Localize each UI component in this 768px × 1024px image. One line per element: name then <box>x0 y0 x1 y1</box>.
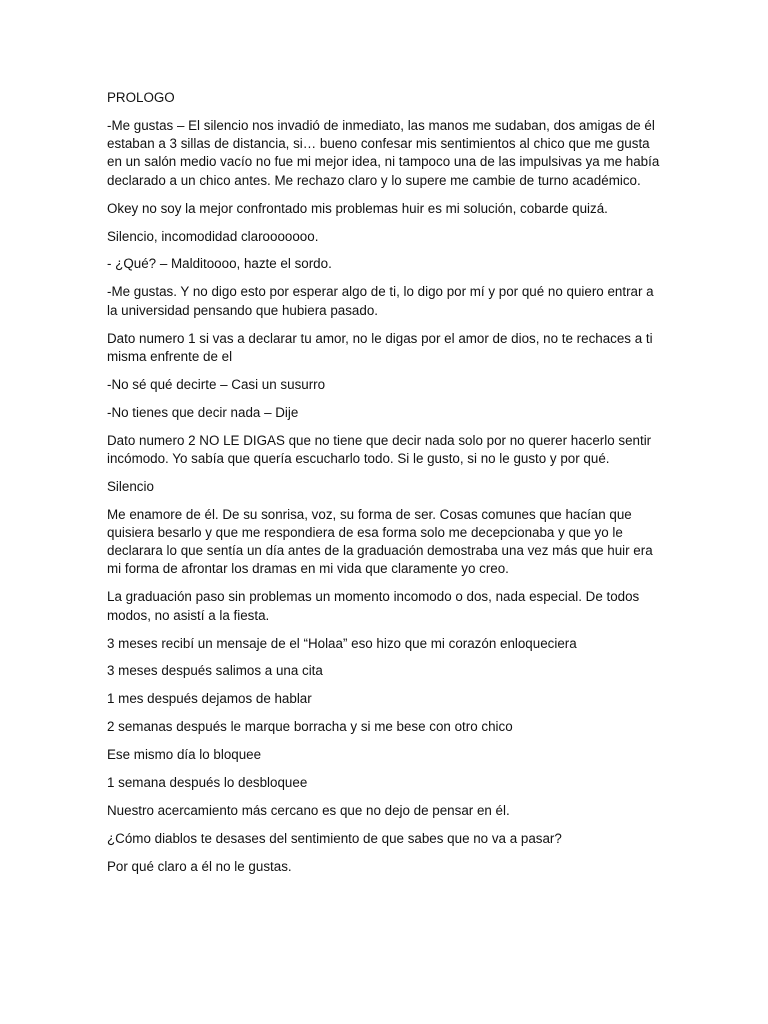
paragraph-2-semanas: 2 semanas después le marque borracha y si me bese con otro chico <box>107 719 513 735</box>
paragraph-okey: Okey no soy la mejor confrontado mis problemas huir es mi solución, cobarde quizá. <box>107 200 608 216</box>
paragraph-silencio-incomodidad: Silencio, incomodidad clarooooooo. <box>107 228 319 244</box>
paragraph-dato-1: Dato numero 1 si vas a declarar tu amor, no le digas por el amor de dios, no te rechaces a ti misma enfrente de el <box>107 330 653 364</box>
document-title: PROLOGO <box>107 90 175 105</box>
paragraph-3-meses-cita: 3 meses después salimos a una cita <box>107 663 323 679</box>
paragraph-acercamiento: Nuestro acercamiento más cercano es que no dejo de pensar en él. <box>107 802 510 818</box>
paragraph-no-se: -No sé qué decirte – Casi un susurro <box>107 376 326 392</box>
paragraph-me-enamore: Me enamore de él. De su sonrisa, voz, su forma de ser. Cosas comunes que hacían que quisiera besarlo y que me respondiera de esa forma solo me decepcionaba y que yo le declarara lo que sentía un día antes de la graduación demostraba una vez más que huir era mi forma de afrontar los dramas en mi vida que claramente yo creo. <box>107 506 653 577</box>
paragraph-me-gustas: -Me gustas. Y no digo esto por esperar algo de ti, lo digo por mí y por qué no quiero entrar a la universidad pensando que hubiera pasado. <box>107 284 654 318</box>
paragraph-por-que: Por qué claro a él no le gustas. <box>107 858 292 874</box>
document-body <box>107 89 667 886</box>
paragraph-dato-2: Dato numero 2 NO LE DIGAS que no tiene que decir nada solo por no querer hacerlo sentir incómodo. Yo sabía que quería escucharlo todo. Si le gusto, si no le gusto y por qué. <box>107 432 652 466</box>
paragraph-no-tienes: -No tienes que decir nada – Dije <box>107 404 299 420</box>
paragraph-3-meses-mensaje: 3 meses recibí un mensaje de el “Holaa” eso hizo que mi corazón enloqueciera <box>107 635 577 651</box>
paragraph-como-diablos: ¿Cómo diablos te desases del sentimiento de que sabes que no va a pasar? <box>107 830 562 846</box>
paragraph-confession: -Me gustas – El silencio nos invadió de inmediato, las manos me sudaban, dos amigas de él estaban a 3 sillas de distancia, si… bueno confesar mis sentimientos al chico que me gusta en un salón medio vacío no fue mi mejor idea, ni tampoco una de las impulsivas ya me había declarado a un chico antes. Me rechazo claro y lo supere me cambie de turno académico. <box>107 117 660 188</box>
paragraph-desbloquee: 1 semana después lo desbloquee <box>107 775 308 790</box>
paragraph-silencio: Silencio <box>107 478 154 494</box>
paragraph-bloquee: Ese mismo día lo bloquee <box>107 747 262 763</box>
paragraph-que: - ¿Qué? – Malditoooo, hazte el sordo. <box>107 256 332 272</box>
paragraph-1-mes: 1 mes después dejamos de hablar <box>107 691 312 707</box>
paragraph-graduacion: La graduación paso sin problemas un momento incomodo o dos, nada especial. De todos modos, no asistí a la fiesta. <box>107 589 640 623</box>
